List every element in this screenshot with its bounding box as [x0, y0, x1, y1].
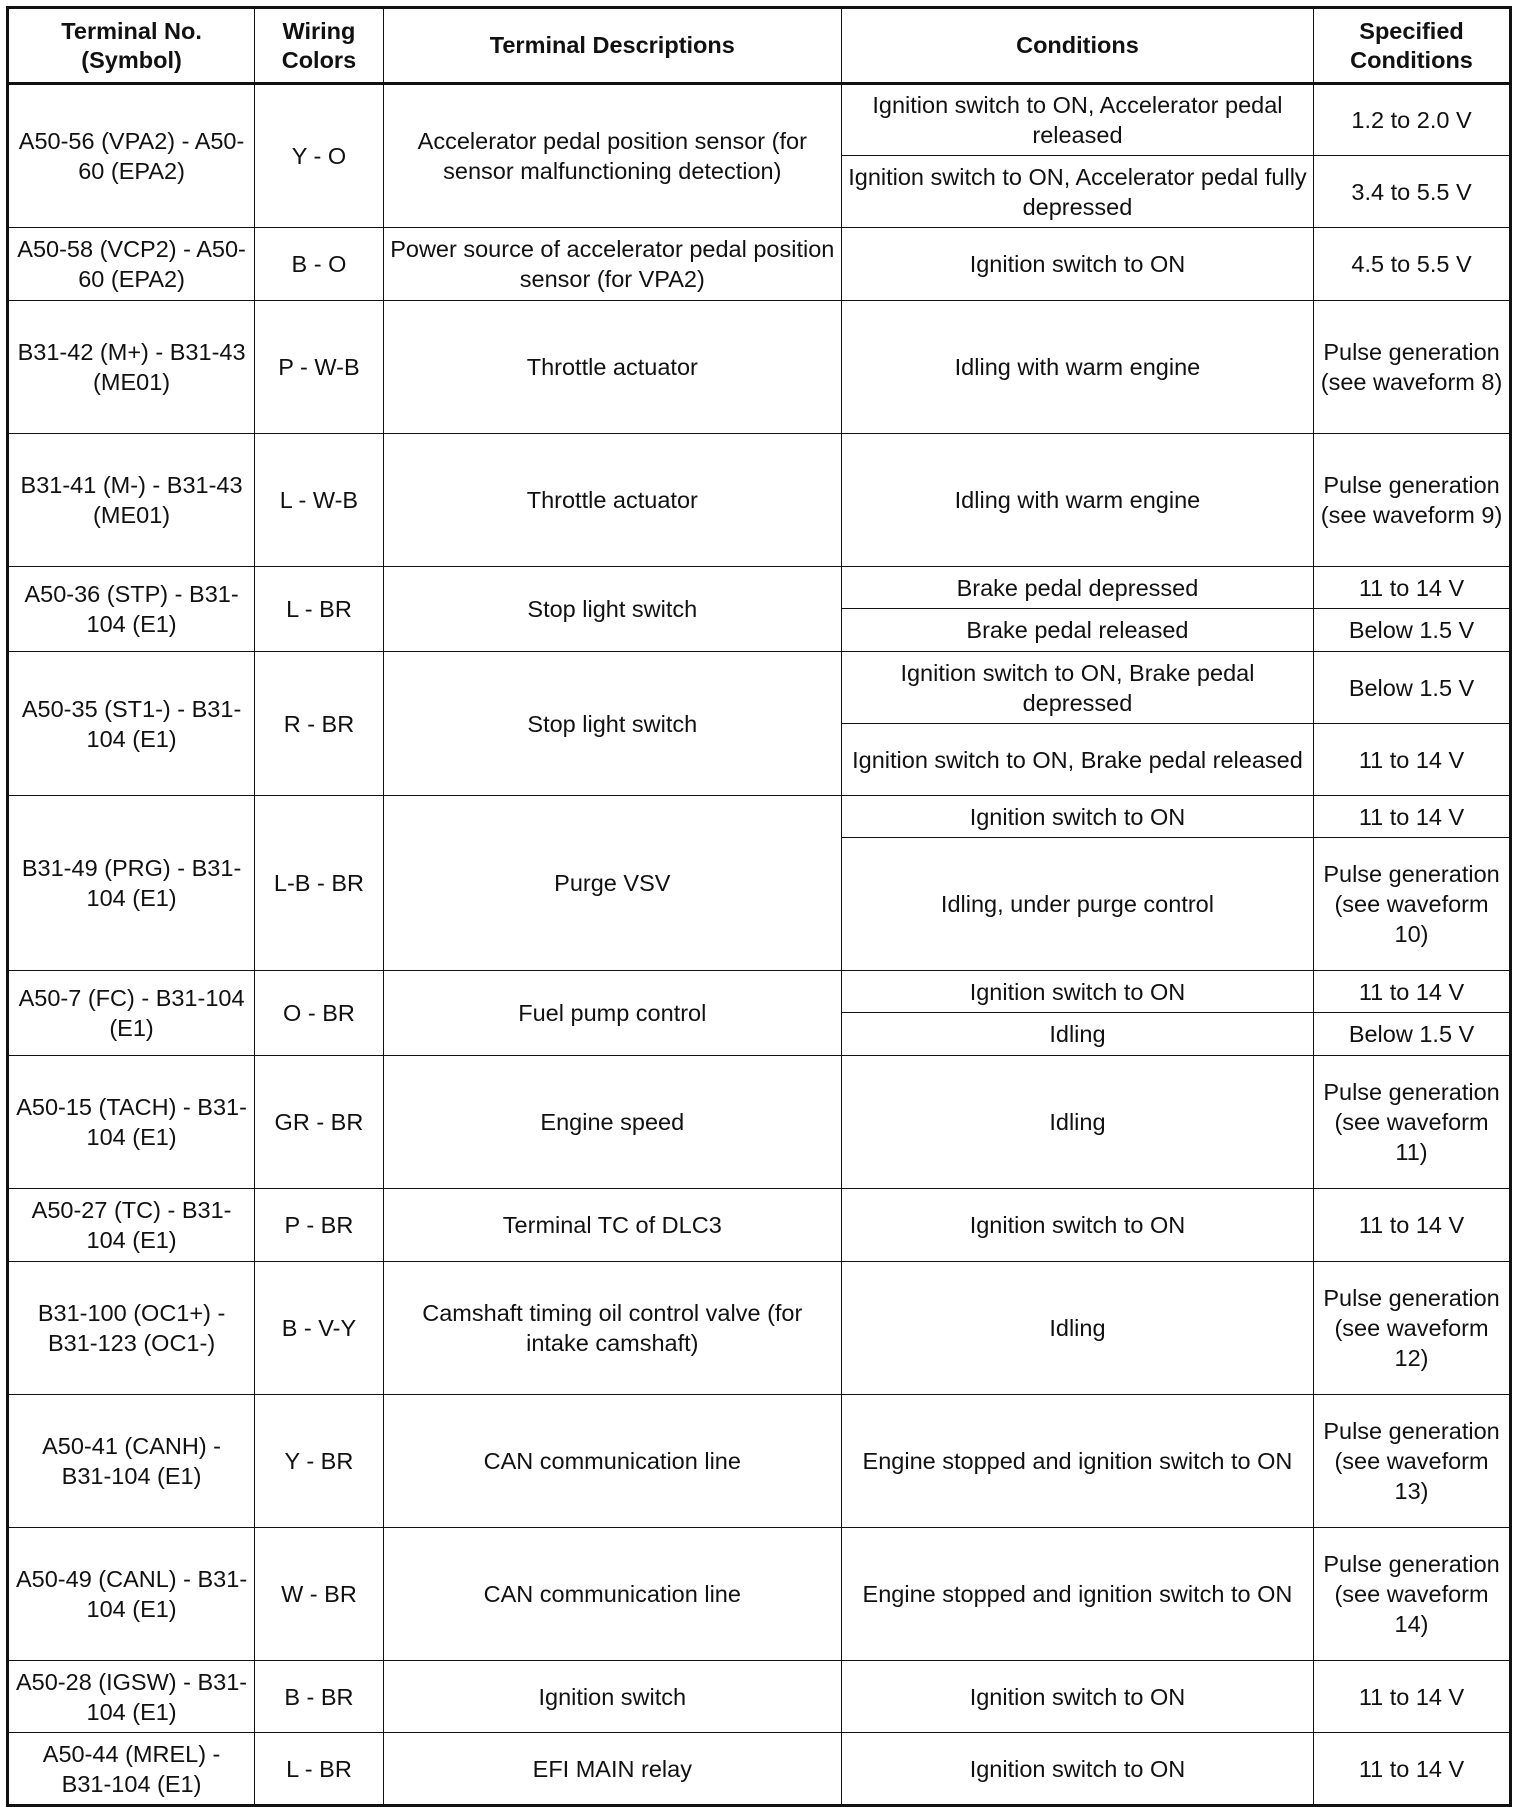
- wiring-cell: B - V-Y: [255, 1262, 384, 1395]
- description-cell: Stop light switch: [383, 652, 841, 796]
- table-row: [8, 228, 1511, 301]
- wiring-cell: L - W-B: [255, 434, 384, 567]
- description-cell: Fuel pump control: [383, 971, 841, 1056]
- spec-cell: Pulse generation (see waveform 8): [1314, 301, 1511, 434]
- spec-cell: Below 1.5 V: [1314, 609, 1511, 652]
- table-row: [8, 1661, 1511, 1733]
- terminal-cell: A50-36 (STP) - B31-104 (E1): [8, 567, 255, 652]
- table-row: [8, 434, 1511, 567]
- spec-cell: 11 to 14 V: [1314, 1733, 1511, 1806]
- terminal-cell: B31-41 (M-) - B31-43 (ME01): [8, 434, 255, 567]
- spec-cell: 11 to 14 V: [1314, 1189, 1511, 1262]
- spec-cell: 11 to 14 V: [1314, 796, 1511, 838]
- condition-cell: Idling: [841, 1056, 1313, 1189]
- terminal-cell: A50-28 (IGSW) - B31-104 (E1): [8, 1661, 255, 1733]
- spec-cell: Below 1.5 V: [1314, 1013, 1511, 1056]
- description-cell: Camshaft timing oil control valve (for intake camshaft): [383, 1262, 841, 1395]
- wiring-cell: R - BR: [255, 652, 384, 796]
- terminal-cell: A50-35 (ST1-) - B31-104 (E1): [8, 652, 255, 796]
- spec-cell: Pulse generation (see waveform 11): [1314, 1056, 1511, 1189]
- wiring-cell: L - BR: [255, 567, 384, 652]
- table-row: [8, 567, 1511, 609]
- terminal-cell: A50-7 (FC) - B31-104 (E1): [8, 971, 255, 1056]
- terminal-cell: A50-44 (MREL) - B31-104 (E1): [8, 1733, 255, 1806]
- condition-cell: Ignition switch to ON: [841, 971, 1313, 1013]
- description-cell: Ignition switch: [383, 1661, 841, 1733]
- spec-cell: 11 to 14 V: [1314, 567, 1511, 609]
- description-cell: Stop light switch: [383, 567, 841, 652]
- condition-cell: Engine stopped and ignition switch to ON: [841, 1528, 1313, 1661]
- table-row: [8, 84, 1511, 156]
- table-row: [8, 1528, 1511, 1661]
- header-specified: Specified Conditions: [1314, 8, 1511, 84]
- description-cell: Power source of accelerator pedal position sensor (for VPA2): [383, 228, 841, 301]
- spec-cell: 11 to 14 V: [1314, 971, 1511, 1013]
- condition-cell: Ignition switch to ON: [841, 1733, 1313, 1806]
- spec-cell: Below 1.5 V: [1314, 652, 1511, 724]
- table-row: [8, 1733, 1511, 1806]
- spec-cell: Pulse generation (see waveform 13): [1314, 1395, 1511, 1528]
- wiring-cell: P - W-B: [255, 301, 384, 434]
- table-body: [8, 84, 1511, 1806]
- description-cell: Throttle actuator: [383, 434, 841, 567]
- terminal-cell: A50-15 (TACH) - B31-104 (E1): [8, 1056, 255, 1189]
- table-row: [8, 1395, 1511, 1528]
- header-conditions: Conditions: [841, 8, 1313, 84]
- condition-cell: Ignition switch to ON, Brake pedal released: [841, 724, 1313, 796]
- terminal-cell: A50-41 (CANH) - B31-104 (E1): [8, 1395, 255, 1528]
- spec-cell: 3.4 to 5.5 V: [1314, 156, 1511, 228]
- description-cell: Purge VSV: [383, 796, 841, 971]
- wiring-cell: GR - BR: [255, 1056, 384, 1189]
- description-cell: Throttle actuator: [383, 301, 841, 434]
- spec-cell: Pulse generation (see waveform 14): [1314, 1528, 1511, 1661]
- wiring-cell: Y - BR: [255, 1395, 384, 1528]
- terminal-table: [6, 6, 1512, 1807]
- wiring-cell: Y - O: [255, 84, 384, 228]
- condition-cell: Ignition switch to ON: [841, 1661, 1313, 1733]
- condition-cell: Ignition switch to ON, Accelerator pedal released: [841, 84, 1313, 156]
- table-row: [8, 1056, 1511, 1189]
- wiring-cell: B - BR: [255, 1661, 384, 1733]
- condition-cell: Engine stopped and ignition switch to ON: [841, 1395, 1313, 1528]
- description-cell: CAN communication line: [383, 1395, 841, 1528]
- spec-cell: 4.5 to 5.5 V: [1314, 228, 1511, 301]
- condition-cell: Ignition switch to ON: [841, 1189, 1313, 1262]
- terminal-cell: A50-56 (VPA2) - A50-60 (EPA2): [8, 84, 255, 228]
- condition-cell: Idling with warm engine: [841, 301, 1313, 434]
- terminal-cell: A50-58 (VCP2) - A50-60 (EPA2): [8, 228, 255, 301]
- header-description: Terminal Descriptions: [383, 8, 841, 84]
- terminal-cell: A50-49 (CANL) - B31-104 (E1): [8, 1528, 255, 1661]
- description-cell: Accelerator pedal position sensor (for sensor malfunctioning detection): [383, 84, 841, 228]
- wiring-cell: W - BR: [255, 1528, 384, 1661]
- condition-cell: Brake pedal depressed: [841, 567, 1313, 609]
- terminal-cell: B31-42 (M+) - B31-43 (ME01): [8, 301, 255, 434]
- spec-cell: 11 to 14 V: [1314, 724, 1511, 796]
- condition-cell: Ignition switch to ON: [841, 796, 1313, 838]
- table-row: [8, 796, 1511, 838]
- description-cell: CAN communication line: [383, 1528, 841, 1661]
- terminal-cell: B31-49 (PRG) - B31-104 (E1): [8, 796, 255, 971]
- wiring-cell: O - BR: [255, 971, 384, 1056]
- description-cell: EFI MAIN relay: [383, 1733, 841, 1806]
- condition-cell: Idling: [841, 1262, 1313, 1395]
- condition-cell: Brake pedal released: [841, 609, 1313, 652]
- table-row: [8, 1189, 1511, 1262]
- wiring-cell: P - BR: [255, 1189, 384, 1262]
- wiring-cell: L - BR: [255, 1733, 384, 1806]
- spec-cell: Pulse generation (see waveform 10): [1314, 838, 1511, 971]
- table-row: [8, 652, 1511, 724]
- wiring-cell: B - O: [255, 228, 384, 301]
- terminal-cell: B31-100 (OC1+) - B31-123 (OC1-): [8, 1262, 255, 1395]
- table-row: [8, 301, 1511, 434]
- header-terminal: Terminal No. (Symbol): [8, 8, 255, 84]
- description-cell: Engine speed: [383, 1056, 841, 1189]
- description-cell: Terminal TC of DLC3: [383, 1189, 841, 1262]
- condition-cell: Ignition switch to ON: [841, 228, 1313, 301]
- table-row: [8, 971, 1511, 1013]
- spec-cell: Pulse generation (see waveform 12): [1314, 1262, 1511, 1395]
- condition-cell: Idling: [841, 1013, 1313, 1056]
- spec-cell: 11 to 14 V: [1314, 1661, 1511, 1733]
- header-wiring: Wiring Colors: [255, 8, 384, 84]
- terminal-cell: A50-27 (TC) - B31-104 (E1): [8, 1189, 255, 1262]
- condition-cell: Ignition switch to ON, Accelerator pedal fully depressed: [841, 156, 1313, 228]
- condition-cell: Idling with warm engine: [841, 434, 1313, 567]
- header-row: [8, 8, 1511, 84]
- spec-cell: 1.2 to 2.0 V: [1314, 84, 1511, 156]
- condition-cell: Idling, under purge control: [841, 838, 1313, 971]
- table-row: [8, 1262, 1511, 1395]
- spec-cell: Pulse generation (see waveform 9): [1314, 434, 1511, 567]
- wiring-cell: L-B - BR: [255, 796, 384, 971]
- condition-cell: Ignition switch to ON, Brake pedal depressed: [841, 652, 1313, 724]
